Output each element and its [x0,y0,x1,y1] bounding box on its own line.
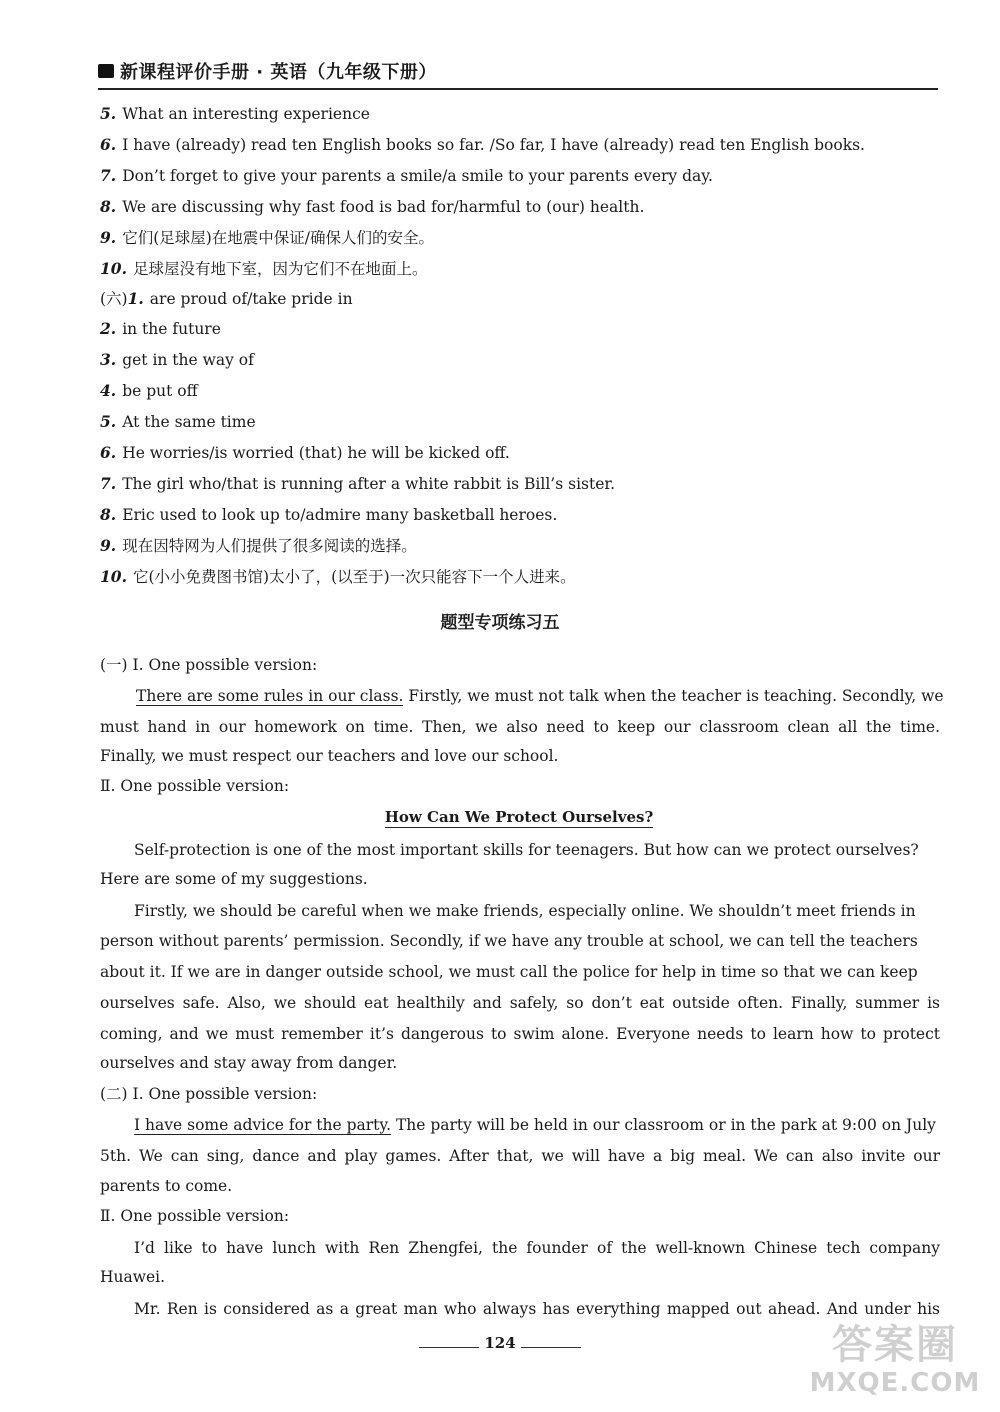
answer-item: 10. 足球屋没有地下室，因为它们不在地面上。 [100,259,428,278]
page-header [98,56,938,90]
answer-item: 2. in the future [100,319,221,338]
paragraph-line: Huawei. [100,1268,166,1286]
left-ornament [419,1341,479,1348]
section-title: 题型专项练习五 [440,613,560,633]
page-number: 124 [0,1334,1000,1352]
paragraph-line: There are some rules in our class. Firstly, we must not talk when the teacher is teaching. Secondly, we [136,687,944,705]
answer-item: 7. The girl who/that is running after a white rabbit is Bill’s sister. [100,474,616,493]
paragraph-line: 5th. We can sing, dance and play games. After that, we will have a big meal. We can also invite our [100,1147,940,1165]
version-label: (一) Ⅰ. One possible version: [100,656,318,674]
answer-item: 8. Eric used to look up to/admire many basketball heroes. [100,505,558,524]
answer-item: 9. 现在因特网为人们提供了很多阅读的选择。 [100,536,417,555]
essay-line: coming, and we must remember it’s dangerous to swim alone. Everyone needs to learn how to protect [100,1025,940,1043]
right-ornament [521,1341,581,1348]
header-title: 新课程评价手册 · 英语（九年级下册） [120,62,437,83]
paragraph-line: parents to come. [100,1177,233,1195]
answer-item: 3. get in the way of [100,350,254,369]
paragraph-line: must hand in our homework on time. Then, we also need to keep our classroom clean all the time. [100,718,940,736]
essay-line: Self-protection is one of the most important skills for teenagers. But how can we protect ourselves? [134,841,919,859]
essay-line: ourselves safe. Also, we should eat healthily and safely, so don’t eat outside often. Finally, summer is [100,994,940,1012]
answer-item: 4. be put off [100,381,198,400]
book-icon [98,64,114,78]
paragraph-line: Mr. Ren is considered as a great man who always has everything mapped out ahead. And under his [134,1300,940,1318]
underlined-topic-sentence: There are some rules in our class. [136,687,404,705]
answer-item: 5. At the same time [100,412,256,431]
essay-line: about it. If we are in danger outside school, we must call the police for help in time so that we can keep [100,963,918,981]
version-label: Ⅱ. One possible version: [100,1207,290,1225]
paragraph-line: I have some advice for the party. The party will be held in our classroom or in the park at 9:00 on July [134,1116,936,1134]
version-label: (二) Ⅰ. One possible version: [100,1085,318,1103]
essay-line: ourselves and stay away from danger. [100,1054,398,1072]
underlined-topic-sentence: I have some advice for the party. [134,1116,392,1134]
answer-item: 10. 它(小小免费图书馆)太小了，(以至于)一次只能容下一个人进来。 [100,567,576,586]
essay-line: person without parents’ permission. Secondly, if we have any trouble at school, we can tell the teachers [100,932,918,950]
answer-item: 6. I have (already) read ten English books so far. /So far, I have (already) read ten English books. [100,135,865,154]
paragraph-line: Finally, we must respect our teachers and love our school. [100,747,559,765]
answer-item: 8. We are discussing why fast food is bad for/harmful to (our) health. [100,197,645,216]
answer-item: 5. What an interesting experience [100,104,370,123]
essay-line: Here are some of my suggestions. [100,870,368,888]
version-label: Ⅱ. One possible version: [100,777,290,795]
answer-item: (六)1. are proud of/take pride in [100,289,353,308]
answer-item: 9. 它们(足球屋)在地震中保证/确保人们的安全。 [100,228,435,247]
watermark: 答案圈 MXQE.COM [809,1322,981,1398]
paragraph-line: I’d like to have lunch with Ren Zhengfei, the founder of the well-known Chinese tech company [134,1239,940,1257]
essay-title: How Can We Protect Ourselves? [384,808,654,826]
answer-item: 6. He worries/is worried (that) he will be kicked off. [100,443,510,462]
essay-line: Firstly, we should be careful when we make friends, especially online. We shouldn’t meet friends in [134,902,916,920]
answer-item: 7. Don’t forget to give your parents a smile/a smile to your parents every day. [100,166,713,185]
